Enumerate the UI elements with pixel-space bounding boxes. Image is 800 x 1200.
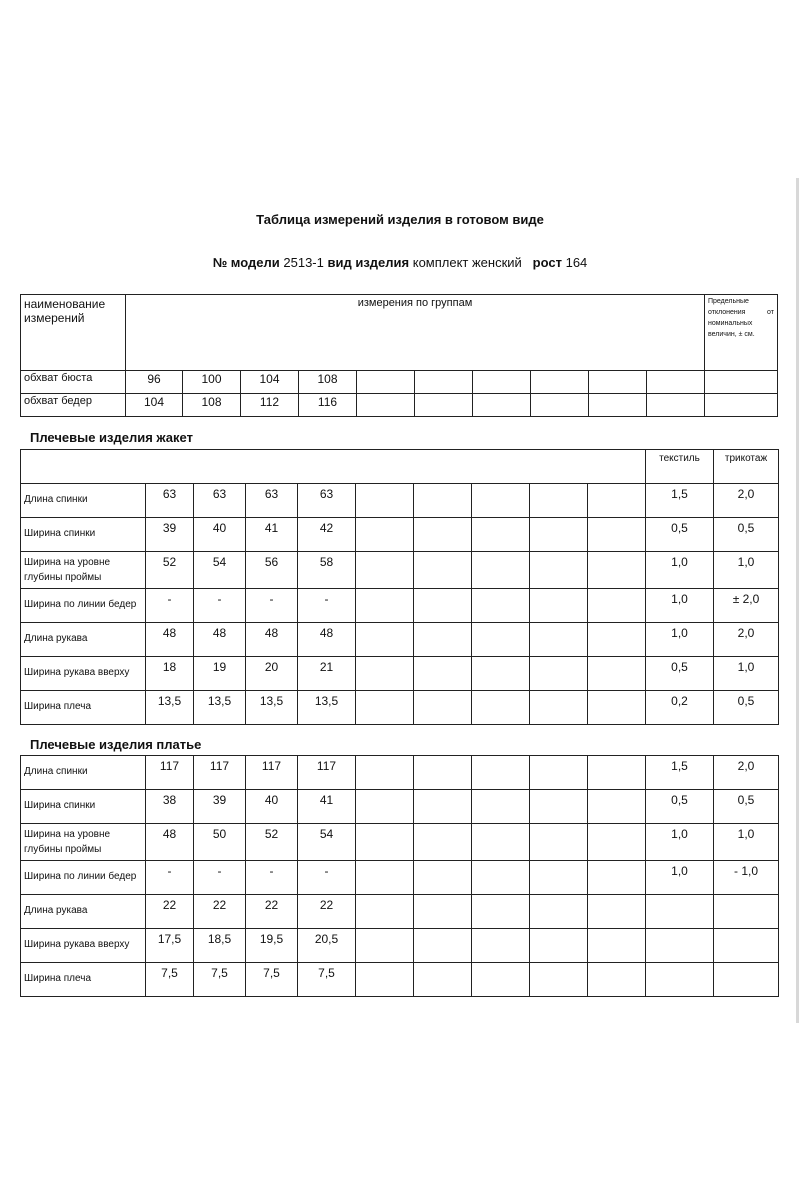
empty-cell: [473, 371, 531, 394]
row-name: Длина спинки: [21, 484, 146, 518]
row-name: Ширина по линии бедер: [21, 861, 146, 895]
cell-value: 13,5: [194, 691, 246, 725]
empty-cell: [472, 929, 530, 963]
cell-value: 20: [246, 657, 298, 691]
empty-cell: [530, 691, 588, 725]
row-name: Ширина по линии бедер: [21, 589, 146, 623]
empty-cell: [356, 929, 414, 963]
empty-cell: [356, 861, 414, 895]
empty-cell: [588, 657, 646, 691]
empty-cell: [414, 589, 472, 623]
height-value: 164: [565, 255, 588, 270]
empty-cell: [414, 691, 472, 725]
empty-cell: [530, 895, 588, 929]
document-title: Таблица измерений изделия в готовом виде: [256, 212, 544, 227]
empty-cell: [414, 552, 472, 589]
table-row: [21, 484, 779, 518]
empty-cell: [357, 371, 415, 394]
empty-cell: [705, 394, 778, 417]
empty-cell: [356, 657, 414, 691]
empty-cell: [356, 895, 414, 929]
tolerance-textile: 1,0: [646, 861, 714, 895]
tolerance-textile: 1,0: [646, 552, 714, 589]
cell-value: -: [298, 861, 356, 895]
tolerance-knit: 1,0: [714, 824, 779, 861]
table-row: [21, 929, 779, 963]
cell-value: 48: [194, 623, 246, 657]
empty-cell: [588, 929, 646, 963]
cell-value: 48: [146, 623, 194, 657]
empty-cell: [414, 929, 472, 963]
tolerance-knit: - 1,0: [714, 861, 779, 895]
row-name: Ширина спинки: [21, 518, 146, 552]
tolerance-textile: 0,5: [646, 790, 714, 824]
dress-section-title: Плечевые изделия платье: [30, 737, 202, 752]
row-name: Ширина плеча: [21, 963, 146, 997]
kind-label: вид изделия: [327, 255, 410, 270]
empty-cell: [530, 552, 588, 589]
empty-cell: [705, 371, 778, 394]
empty-cell: [414, 518, 472, 552]
empty-cell: [588, 963, 646, 997]
tolerance-knit: 1,0: [714, 552, 779, 589]
cell-value: 38: [146, 790, 194, 824]
empty-cell: [530, 623, 588, 657]
page-edge-line: [796, 178, 799, 1023]
cell-value: 17,5: [146, 929, 194, 963]
empty-cell: [356, 484, 414, 518]
cell-value: 48: [146, 824, 194, 861]
empty-cell: [531, 371, 589, 394]
empty-cell: [530, 861, 588, 895]
cell-value: 104: [241, 371, 299, 394]
empty-cell: [588, 552, 646, 589]
table-row: [21, 861, 779, 895]
empty-cell: [472, 861, 530, 895]
tolerance-textile: [646, 895, 714, 929]
empty-cell: [588, 790, 646, 824]
cell-value: 42: [298, 518, 356, 552]
cell-value: 117: [146, 756, 194, 790]
empty-cell: [588, 824, 646, 861]
row-name: обхват бюста: [21, 371, 126, 394]
tolerance-knit: [714, 963, 779, 997]
empty-cell: [530, 790, 588, 824]
col-knit: трикотаж: [714, 450, 779, 484]
empty-cell: [414, 756, 472, 790]
table-row: [21, 552, 779, 589]
empty-cell: [472, 895, 530, 929]
empty-cell: [530, 824, 588, 861]
empty-cell: [356, 790, 414, 824]
cell-value: 50: [194, 824, 246, 861]
row-name: обхват бедер: [21, 394, 126, 417]
tolerance-textile: [646, 929, 714, 963]
tolerance-textile: 1,0: [646, 589, 714, 623]
tolerance-textile: 1,0: [646, 623, 714, 657]
cell-value: 116: [299, 394, 357, 417]
empty-cell: [588, 861, 646, 895]
model-value: 2513-1: [283, 255, 324, 270]
empty-cell: [356, 824, 414, 861]
cell-value: 63: [146, 484, 194, 518]
empty-cell: [356, 552, 414, 589]
empty-cell: [472, 589, 530, 623]
empty-cell: [414, 623, 472, 657]
empty-cell: [473, 394, 531, 417]
empty-cell: [530, 589, 588, 623]
cell-value: 19,5: [246, 929, 298, 963]
cell-value: 108: [183, 394, 241, 417]
tolerance-textile: 0,2: [646, 691, 714, 725]
empty-cell: [588, 589, 646, 623]
cell-value: 18,5: [194, 929, 246, 963]
tolerance-textile: 0,5: [646, 657, 714, 691]
empty-cell: [588, 623, 646, 657]
empty-cell: [414, 895, 472, 929]
group-measurements-table: [20, 294, 778, 417]
empty-cell: [472, 756, 530, 790]
cell-value: 7,5: [146, 963, 194, 997]
empty-cell: [414, 824, 472, 861]
empty-cell: [589, 394, 647, 417]
empty-cell: [414, 484, 472, 518]
tolerance-textile: [646, 963, 714, 997]
row-name: Ширина рукава вверху: [21, 657, 146, 691]
table-header-row: [21, 295, 778, 371]
cell-value: 22: [298, 895, 356, 929]
cell-value: 22: [194, 895, 246, 929]
empty-cell: [356, 691, 414, 725]
cell-value: 41: [298, 790, 356, 824]
cell-value: 112: [241, 394, 299, 417]
cell-value: 48: [246, 623, 298, 657]
cell-value: 56: [246, 552, 298, 589]
empty-cell: [472, 657, 530, 691]
cell-value: 54: [194, 552, 246, 589]
tolerance-textile: 1,5: [646, 484, 714, 518]
cell-value: 63: [298, 484, 356, 518]
empty-cell: [530, 929, 588, 963]
empty-cell: [356, 589, 414, 623]
empty-cell: [21, 450, 646, 484]
empty-cell: [588, 518, 646, 552]
empty-cell: [415, 394, 473, 417]
empty-cell: [531, 394, 589, 417]
table-row: [21, 790, 779, 824]
cell-value: 13,5: [298, 691, 356, 725]
empty-cell: [588, 895, 646, 929]
table-row: [21, 895, 779, 929]
empty-cell: [415, 371, 473, 394]
empty-cell: [530, 518, 588, 552]
empty-cell: [530, 756, 588, 790]
tolerance-knit: 2,0: [714, 623, 779, 657]
cell-value: 63: [246, 484, 298, 518]
row-name: Длина рукава: [21, 895, 146, 929]
table-row: [21, 963, 779, 997]
cell-value: 52: [146, 552, 194, 589]
table-row: [21, 371, 778, 394]
empty-cell: [357, 394, 415, 417]
cell-value: 58: [298, 552, 356, 589]
empty-cell: [647, 394, 705, 417]
table-row: [21, 589, 779, 623]
cell-value: -: [146, 861, 194, 895]
cell-value: 48: [298, 623, 356, 657]
tolerance-knit: ± 2,0: [714, 589, 779, 623]
empty-cell: [356, 518, 414, 552]
cell-value: 7,5: [298, 963, 356, 997]
cell-value: 19: [194, 657, 246, 691]
cell-value: -: [194, 589, 246, 623]
row-name: Ширина на уровне глубины проймы: [21, 552, 146, 589]
dress-table: [20, 755, 779, 997]
cell-value: 20,5: [298, 929, 356, 963]
cell-value: 13,5: [146, 691, 194, 725]
empty-cell: [472, 691, 530, 725]
cell-value: 54: [298, 824, 356, 861]
table-row: [21, 824, 779, 861]
kind-value: комплект женский: [412, 255, 522, 270]
model-info: [0, 255, 800, 270]
cell-value: 7,5: [194, 963, 246, 997]
empty-cell: [356, 963, 414, 997]
empty-cell: [472, 484, 530, 518]
empty-cell: [472, 790, 530, 824]
table-row: [21, 518, 779, 552]
cell-value: 41: [246, 518, 298, 552]
table-row: [21, 657, 779, 691]
row-name: Длина рукава: [21, 623, 146, 657]
dress-rows: [21, 756, 779, 997]
empty-cell: [414, 861, 472, 895]
cell-value: -: [298, 589, 356, 623]
empty-cell: [588, 756, 646, 790]
cell-value: 117: [194, 756, 246, 790]
empty-cell: [589, 371, 647, 394]
empty-cell: [530, 963, 588, 997]
tolerance-knit: 1,0: [714, 657, 779, 691]
name-header: наименование измерений: [21, 295, 126, 371]
table-row: [21, 623, 779, 657]
cell-value: 40: [194, 518, 246, 552]
col-textile: текстиль: [646, 450, 714, 484]
cell-value: -: [246, 589, 298, 623]
table-row: [21, 394, 778, 417]
tolerance-knit: 2,0: [714, 484, 779, 518]
jacket-table: [20, 449, 779, 725]
row-name: Длина спинки: [21, 756, 146, 790]
tolerance-knit: [714, 929, 779, 963]
cell-value: 96: [126, 371, 183, 394]
cell-value: 22: [146, 895, 194, 929]
cell-value: 63: [194, 484, 246, 518]
tolerance-knit: 2,0: [714, 756, 779, 790]
empty-cell: [588, 484, 646, 518]
tolerance-knit: 0,5: [714, 691, 779, 725]
empty-cell: [414, 963, 472, 997]
cell-value: 18: [146, 657, 194, 691]
cell-value: -: [146, 589, 194, 623]
tolerance-textile: 1,5: [646, 756, 714, 790]
cell-value: 13,5: [246, 691, 298, 725]
cell-value: -: [246, 861, 298, 895]
jacket-rows: [21, 484, 779, 725]
table-row: [21, 756, 779, 790]
tolerance-textile: 1,0: [646, 824, 714, 861]
empty-cell: [472, 824, 530, 861]
row-name: Ширина спинки: [21, 790, 146, 824]
tolerance-knit: 0,5: [714, 790, 779, 824]
tolerance-knit: 0,5: [714, 518, 779, 552]
tolerance-textile: 0,5: [646, 518, 714, 552]
cell-value: 40: [246, 790, 298, 824]
empty-cell: [530, 484, 588, 518]
cell-value: 39: [146, 518, 194, 552]
empty-cell: [472, 552, 530, 589]
row-name: Ширина на уровне глубины проймы: [21, 824, 146, 861]
model-label: № модели: [212, 255, 280, 270]
tolerance-knit: [714, 895, 779, 929]
cell-value: 108: [299, 371, 357, 394]
cell-value: 39: [194, 790, 246, 824]
height-label: рост: [532, 255, 562, 270]
cell-value: 22: [246, 895, 298, 929]
cell-value: 21: [298, 657, 356, 691]
cell-value: 117: [298, 756, 356, 790]
empty-cell: [472, 623, 530, 657]
jacket-section-title: Плечевые изделия жакет: [30, 430, 193, 445]
empty-cell: [588, 691, 646, 725]
empty-cell: [356, 756, 414, 790]
cell-value: 52: [246, 824, 298, 861]
row-name: Ширина плеча: [21, 691, 146, 725]
empty-cell: [356, 623, 414, 657]
empty-cell: [472, 518, 530, 552]
table-row: [21, 691, 779, 725]
empty-cell: [647, 371, 705, 394]
cell-value: -: [194, 861, 246, 895]
deviation-header: Предельные отклонения от номинальных величин, ± см.: [705, 295, 778, 371]
cell-value: 117: [246, 756, 298, 790]
row-name: Ширина рукава вверху: [21, 929, 146, 963]
empty-cell: [472, 963, 530, 997]
empty-cell: [414, 657, 472, 691]
empty-cell: [530, 657, 588, 691]
cell-value: 100: [183, 371, 241, 394]
cell-value: 104: [126, 394, 183, 417]
empty-cell: [414, 790, 472, 824]
groups-header: измерения по группам: [126, 295, 705, 371]
cell-value: 7,5: [246, 963, 298, 997]
jacket-header-row: [21, 450, 779, 484]
